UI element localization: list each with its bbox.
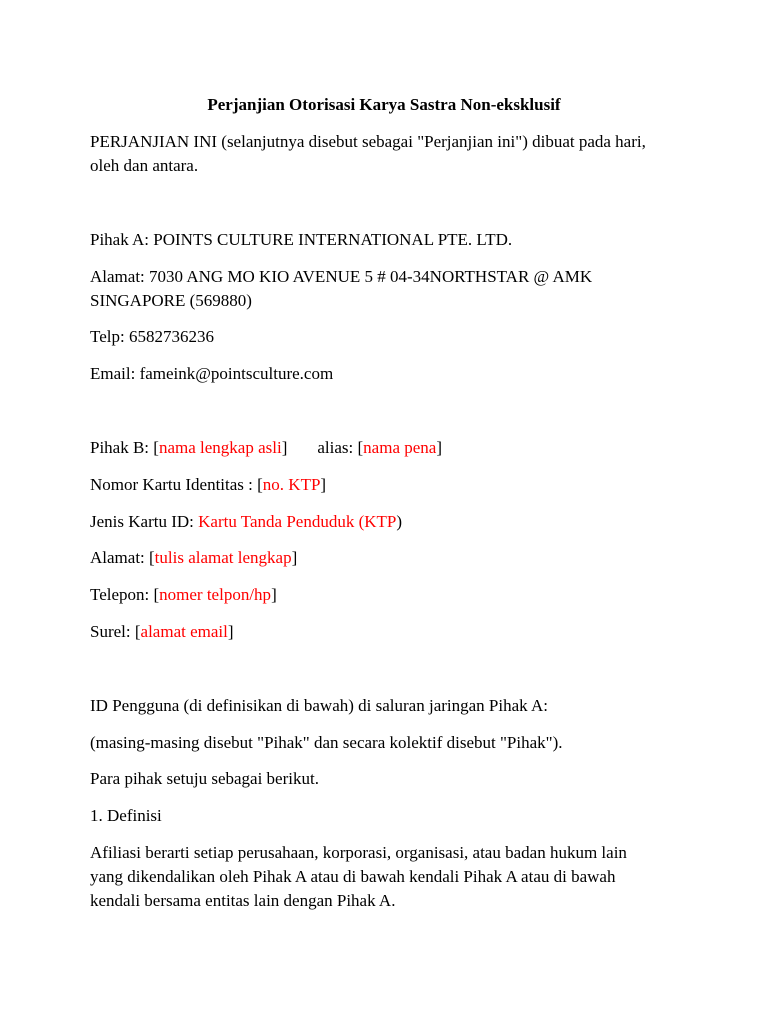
definition-line-3: kendali bersama entitas lain dengan Pihak A. bbox=[90, 891, 396, 910]
party-b-email-label: Surel: [ bbox=[90, 622, 141, 641]
party-b-address-placeholder: tulis alamat lengkap bbox=[154, 548, 292, 567]
party-b-idtype-line bbox=[90, 510, 402, 534]
party-b-alias-close: ] bbox=[436, 438, 442, 457]
intro-line-1: PERJANJIAN INI (selanjutnya disebut sebagai "Perjanjian ini") dibuat pada hari, bbox=[90, 132, 646, 151]
party-b-email-line bbox=[90, 620, 234, 644]
party-b-email-placeholder: alamat email bbox=[140, 622, 228, 641]
party-b-alias-label: alias: [ bbox=[317, 438, 364, 457]
party-b-email-close: ] bbox=[227, 622, 234, 641]
agreement-line: Para pihak setuju sebagai berikut. bbox=[90, 769, 319, 788]
party-b-address-label: Alamat: [ bbox=[90, 548, 155, 567]
party-b-phone-label: Telepon: [ bbox=[90, 585, 160, 604]
intro-line-2: oleh dan antara. bbox=[90, 156, 199, 175]
party-b-address-line bbox=[90, 546, 297, 570]
party-b-phone-close: ] bbox=[271, 585, 277, 604]
document-title: Perjanjian Otorisasi Karya Sastra Non-eksklusif bbox=[207, 95, 561, 114]
party-b-idtype-close: ) bbox=[396, 512, 403, 531]
party-a-address-line-1: Alamat: 7030 ANG MO KIO AVENUE 5 # 04-34NORTHSTAR @ AMK bbox=[90, 267, 593, 286]
definition-line-1: Afiliasi berarti setiap perusahaan, korporasi, organisasi, atau badan hukum lain bbox=[90, 843, 627, 862]
party-b-name-placeholder: nama lengkap asli bbox=[158, 438, 282, 457]
party-b-alias-placeholder: nama pena bbox=[363, 438, 437, 457]
party-a-phone: Telp: 6582736236 bbox=[90, 327, 214, 346]
party-b-name-close: ] bbox=[281, 438, 288, 457]
definition-line-2: yang dikendalikan oleh Pihak A atau di bawah kendali Pihak A atau di bawah bbox=[90, 867, 616, 886]
party-b-idtype-placeholder: Kartu Tanda Penduduk (KTP bbox=[198, 512, 397, 531]
party-b-id-label: Nomor Kartu Identitas : [ bbox=[90, 475, 263, 494]
section-1-heading: 1. Definisi bbox=[90, 806, 162, 825]
party-b-phone-placeholder: nomer telpon/hp bbox=[159, 585, 272, 604]
party-b-phone-line bbox=[90, 583, 277, 607]
party-b-name-line bbox=[90, 436, 442, 460]
user-id-line: ID Pengguna (di definisikan di bawah) di saluran jaringan Pihak A: bbox=[90, 696, 548, 715]
party-b-idtype-label: Jenis Kartu ID: bbox=[90, 512, 199, 531]
party-a-name: Pihak A: POINTS CULTURE INTERNATIONAL PTE. LTD. bbox=[90, 230, 513, 249]
party-b-name-label: Pihak B: [ bbox=[90, 438, 159, 457]
parties-definition-line: (masing-masing disebut "Pihak" dan secara kolektif disebut "Pihak"). bbox=[90, 733, 563, 752]
party-b-id-placeholder: no. KTP bbox=[262, 475, 321, 494]
party-a-email: Email: fameink@pointsculture.com bbox=[90, 364, 334, 383]
party-b-id-line bbox=[90, 473, 326, 497]
party-b-id-close: ] bbox=[320, 475, 327, 494]
party-a-address-line-2: SINGAPORE (569880) bbox=[90, 291, 252, 310]
party-b-address-close: ] bbox=[291, 548, 298, 567]
